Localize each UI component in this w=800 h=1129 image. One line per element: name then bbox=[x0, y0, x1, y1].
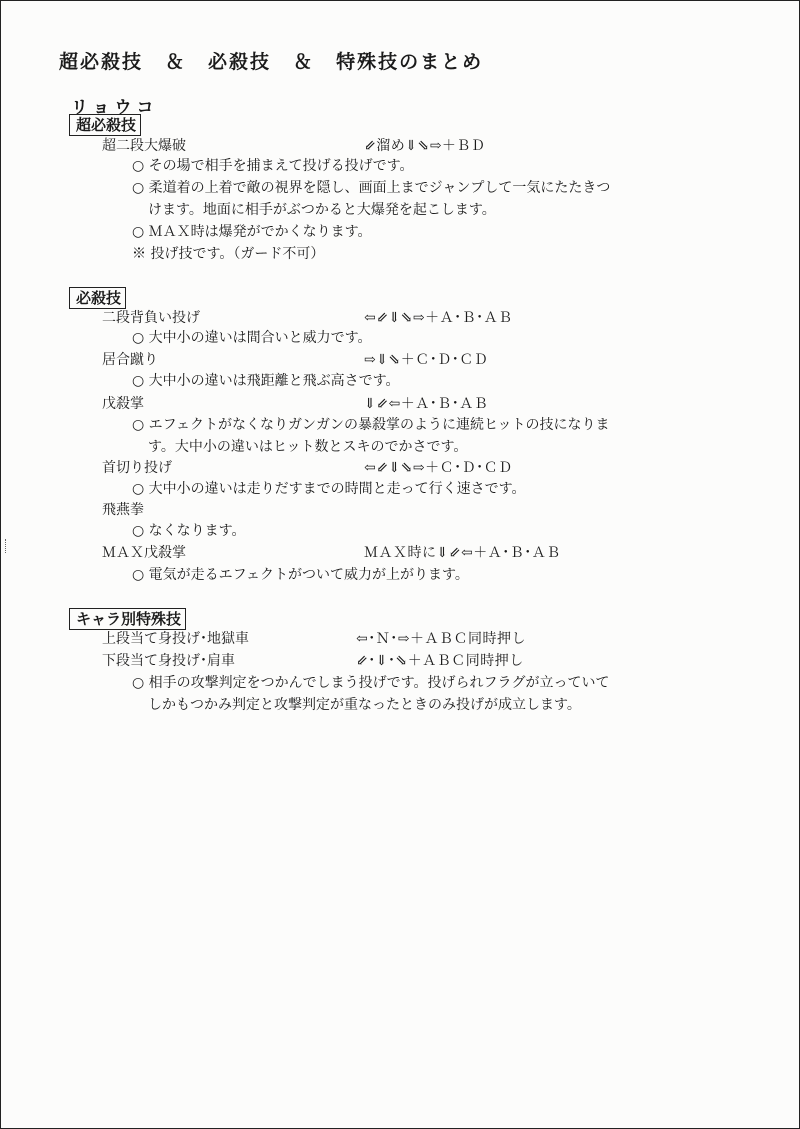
move-command: ⇙溜め⇓⇘⇨＋ＢＤ bbox=[364, 138, 486, 154]
move-note-continued: す。大中小の違いはヒット数とスキのでかさです。 bbox=[148, 439, 468, 455]
move-note: ○ 相手の攻撃判定をつかんでしまう投げです。投げられフラグが立っていて bbox=[132, 675, 610, 691]
move-command: ⇓⇙⇦＋Ａ･Ｂ･ＡＢ bbox=[364, 396, 489, 412]
section-label-special: 必殺技 bbox=[69, 287, 126, 309]
move-name: 超二段大爆破 bbox=[102, 138, 186, 154]
move-name: 下段当て身投げ･肩車 bbox=[102, 653, 235, 669]
title-unique-moves: 特殊技のまとめ bbox=[336, 51, 484, 73]
title-ampersand: ＆ bbox=[165, 51, 187, 73]
move-note: ○ 大中小の違いは走りだすまでの時間と走って行く速さです。 bbox=[132, 481, 526, 497]
section-label-super: 超必殺技 bbox=[69, 114, 141, 136]
move-command: ⇙･⇓･⇘＋ＡＢＣ同時押し bbox=[356, 653, 524, 669]
move-name: 居合蹴り bbox=[102, 352, 158, 368]
title-super-moves: 超必殺技 bbox=[59, 51, 144, 73]
move-name: 戊殺掌 bbox=[102, 396, 144, 412]
move-note-continued: けます。地面に相手がぶつかると大爆発を起こします。 bbox=[148, 202, 496, 218]
move-note: ○ なくなります。 bbox=[132, 523, 246, 539]
move-command: ⇦･Ｎ･⇨＋ＡＢＣ同時押し bbox=[356, 631, 526, 647]
move-name: ＭＡＸ戊殺掌 bbox=[102, 545, 186, 561]
move-name: 飛燕拳 bbox=[102, 502, 144, 518]
move-note: ○ 大中小の違いは飛距離と飛ぶ高さです。 bbox=[132, 373, 400, 389]
character-name: リョウコ bbox=[71, 98, 159, 118]
move-note: ○ 柔道着の上着で敵の視界を隠し、画面上までジャンプして一気にたたきつ bbox=[132, 180, 611, 196]
move-note: ○ その場で相手を捕まえて投げる投げです。 bbox=[132, 158, 414, 174]
move-command: ⇨⇓⇘＋Ｃ･Ｄ･ＣＤ bbox=[364, 352, 489, 368]
section-label-unique: キャラ別特殊技 bbox=[69, 608, 186, 630]
move-command: ⇦⇙⇓⇘⇨＋Ｃ･Ｄ･ＣＤ bbox=[364, 460, 513, 476]
scan-edge-mark bbox=[5, 539, 7, 553]
move-note: ○ エフェクトがなくなりガンガンの暴殺掌のように連続ヒットの技になりま bbox=[132, 417, 610, 433]
page-title bbox=[59, 47, 505, 74]
move-name: 首切り投げ bbox=[102, 460, 172, 476]
move-note-continued: しかもつかみ判定と攻撃判定が重なったときのみ投げが成立します。 bbox=[148, 697, 581, 713]
move-note: ○ 大中小の違いは間合いと威力です。 bbox=[132, 330, 372, 346]
move-name: 上段当て身投げ･地獄車 bbox=[102, 631, 249, 647]
move-note: ○ 電気が走るエフェクトがついて威力が上がります。 bbox=[132, 567, 469, 583]
move-note: ※ 投げ技です。（ガード不可） bbox=[132, 246, 325, 262]
move-command: ＭＡＸ時に⇓⇙⇦＋Ａ･Ｂ･ＡＢ bbox=[364, 545, 561, 561]
move-command: ⇦⇙⇓⇘⇨＋Ａ･Ｂ･ＡＢ bbox=[364, 310, 513, 326]
move-name: 二段背負い投げ bbox=[102, 310, 200, 326]
title-ampersand: ＆ bbox=[293, 51, 315, 73]
move-note: ○ ＭＡＸ時は爆発がでかくなります。 bbox=[132, 224, 372, 240]
title-special-moves: 必殺技 bbox=[208, 51, 272, 73]
